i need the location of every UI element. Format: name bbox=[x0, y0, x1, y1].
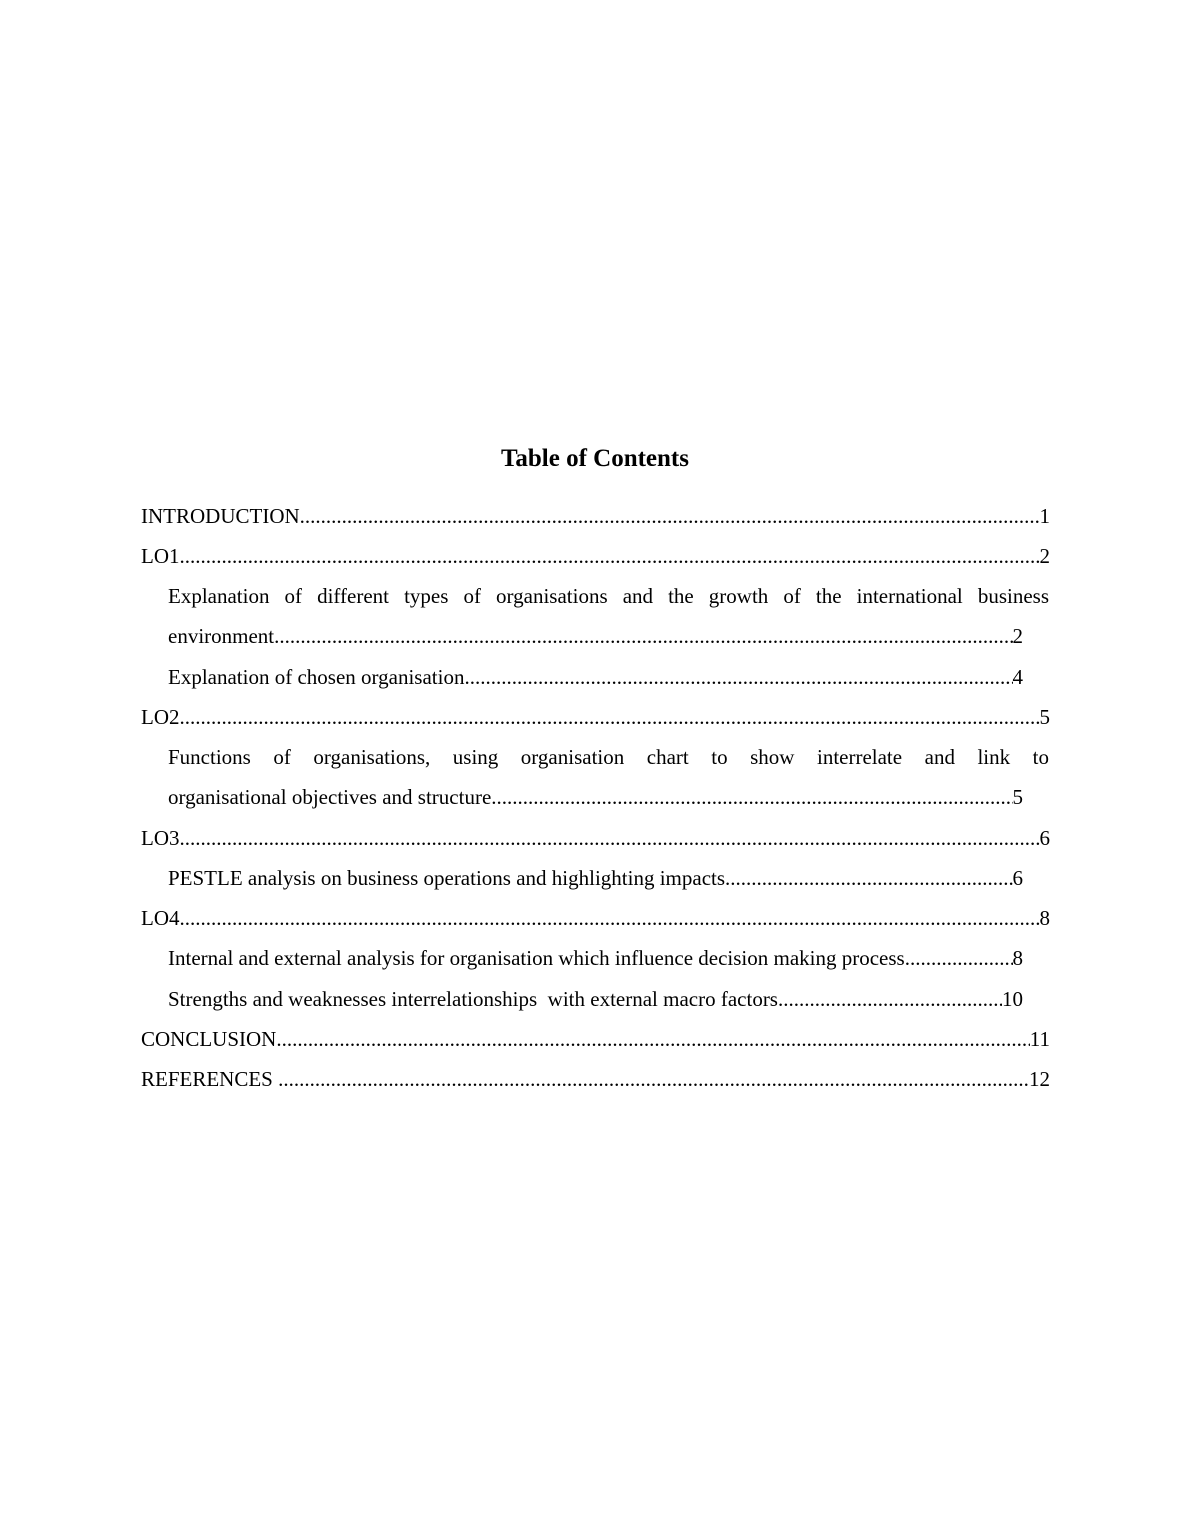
toc-page-number: 8 bbox=[1039, 906, 1050, 930]
toc-leader-dots bbox=[278, 1065, 1029, 1093]
toc-entry-lo4-strengths-weaknesses[interactable] bbox=[168, 985, 1023, 1013]
toc-entry-label: LO4 bbox=[141, 906, 180, 930]
toc-page-number: 5 bbox=[1012, 785, 1023, 809]
toc-page-number: 4 bbox=[1012, 665, 1023, 689]
toc-entry-label: LO2 bbox=[141, 705, 180, 729]
toc-page-number: 11 bbox=[1029, 1027, 1050, 1051]
toc-entry-label: organisational objectives and structure bbox=[168, 785, 492, 809]
toc-entry-label: Strengths and weaknesses interrelationships with external macro factors bbox=[168, 987, 778, 1011]
toc-page-number: 12 bbox=[1029, 1067, 1050, 1091]
toc-page-number: 6 bbox=[1012, 866, 1023, 890]
toc-entry-lo1-types-line1[interactable]: Explanation of different types of organisations and the growth of the international business bbox=[168, 584, 1049, 608]
toc-title: Table of Contents bbox=[501, 445, 689, 472]
toc-leader-dots bbox=[491, 783, 1012, 811]
toc-page-number: 6 bbox=[1039, 826, 1050, 850]
toc-leader-dots bbox=[274, 622, 1012, 650]
toc-entry-label: Explanation of chosen organisation bbox=[168, 665, 465, 689]
toc-entry-label: INTRODUCTION bbox=[141, 504, 300, 528]
toc-leader-dots bbox=[180, 824, 1040, 852]
toc-leader-dots bbox=[905, 944, 1013, 972]
toc-entry-lo2-functions-line2[interactable] bbox=[168, 783, 1023, 811]
toc-page-number: 2 bbox=[1039, 544, 1050, 568]
toc-page-number: 8 bbox=[1012, 946, 1023, 970]
toc-leader-dots bbox=[276, 1025, 1029, 1053]
toc-entry-lo1-chosen-organisation[interactable] bbox=[168, 663, 1023, 691]
toc-page-number: 2 bbox=[1012, 624, 1023, 648]
toc-leader-dots bbox=[180, 703, 1040, 731]
toc-entry-conclusion[interactable] bbox=[141, 1025, 1050, 1053]
toc-entry-lo4-internal-external[interactable] bbox=[168, 944, 1023, 972]
toc-leader-dots bbox=[778, 985, 1002, 1013]
toc-entry-lo1[interactable] bbox=[141, 542, 1050, 570]
toc-entry-label: LO1 bbox=[141, 544, 180, 568]
toc-entry-label: environment bbox=[168, 624, 275, 648]
toc-page-number: 10 bbox=[1002, 987, 1023, 1011]
toc-entry-references[interactable] bbox=[141, 1065, 1050, 1093]
toc-entry-lo1-types-line2[interactable] bbox=[168, 622, 1023, 650]
toc-entry-lo2[interactable] bbox=[141, 703, 1050, 731]
toc-leader-dots bbox=[180, 904, 1040, 932]
toc-entry-introduction[interactable] bbox=[141, 502, 1050, 530]
toc-leader-dots bbox=[725, 864, 1012, 892]
toc-leader-dots bbox=[180, 542, 1040, 570]
toc-entry-lo3-pestle[interactable] bbox=[168, 864, 1023, 892]
toc-entry-label: LO3 bbox=[141, 826, 180, 850]
toc-leader-dots bbox=[300, 502, 1040, 530]
toc-entry-lo4[interactable] bbox=[141, 904, 1050, 932]
toc-entry-label: REFERENCES bbox=[141, 1067, 279, 1091]
toc-entry-label: CONCLUSION bbox=[141, 1027, 277, 1051]
toc-page-number: 5 bbox=[1039, 705, 1050, 729]
toc-entry-lo3[interactable] bbox=[141, 824, 1050, 852]
toc-entry-lo2-functions-line1[interactable]: Functions of organisations, using organisation chart to show interrelate and link to bbox=[168, 745, 1049, 769]
toc-page-number: 1 bbox=[1039, 504, 1050, 528]
toc-entry-label: PESTLE analysis on business operations and highlighting impacts bbox=[168, 866, 726, 890]
toc-leader-dots bbox=[464, 663, 1012, 691]
toc-entry-label: Internal and external analysis for organisation which influence decision making process bbox=[168, 946, 905, 970]
